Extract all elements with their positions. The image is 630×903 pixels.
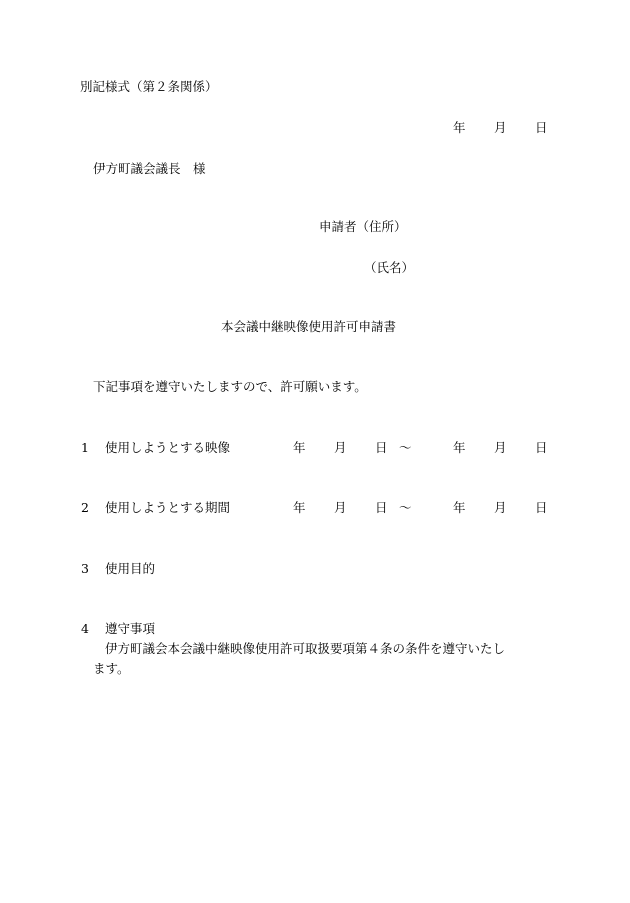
to-year: 年 (453, 440, 466, 455)
from-day: 日 (375, 500, 388, 515)
item-number: 2 (81, 500, 89, 515)
item-body-line-2: ます。 (93, 661, 130, 676)
to-month: 月 (494, 500, 507, 515)
header-date-day: 日 (535, 120, 548, 135)
from-year: 年 (293, 440, 306, 455)
range-tilde: 〜 (399, 440, 412, 455)
from-month: 月 (334, 500, 347, 515)
item-label: 使用しようとする映像 (105, 440, 231, 455)
header-date-month: 月 (494, 120, 507, 135)
item-number: 3 (81, 561, 89, 576)
from-year: 年 (293, 500, 306, 515)
addressee: 伊方町議会議長 様 (93, 161, 206, 176)
to-day: 日 (535, 500, 548, 515)
item-number: 4 (81, 621, 89, 636)
item-body-line-1: 伊方町議会本会議中継映像使用許可取扱要項第４条の条件を遵守いたし (105, 641, 506, 656)
from-month: 月 (334, 440, 347, 455)
applicant-name-label: （氏名） (364, 260, 415, 275)
from-day: 日 (375, 440, 388, 455)
item-number: 1 (81, 440, 89, 455)
item-label: 使用目的 (105, 561, 156, 576)
applicant-address-label: 申請者（住所） (319, 219, 407, 234)
item-label: 遵守事項 (105, 621, 156, 636)
intro-text: 下記事項を遵守いたしますので、許可願います。 (93, 379, 367, 394)
to-year: 年 (453, 500, 466, 515)
document-title: 本会議中継映像使用許可申請書 (221, 319, 397, 334)
header-date-year: 年 (453, 120, 466, 135)
range-tilde: 〜 (399, 500, 412, 515)
item-label: 使用しようとする期間 (105, 500, 231, 515)
to-month: 月 (494, 440, 507, 455)
to-day: 日 (535, 440, 548, 455)
form-label: 別記様式（第２条関係） (80, 79, 218, 94)
